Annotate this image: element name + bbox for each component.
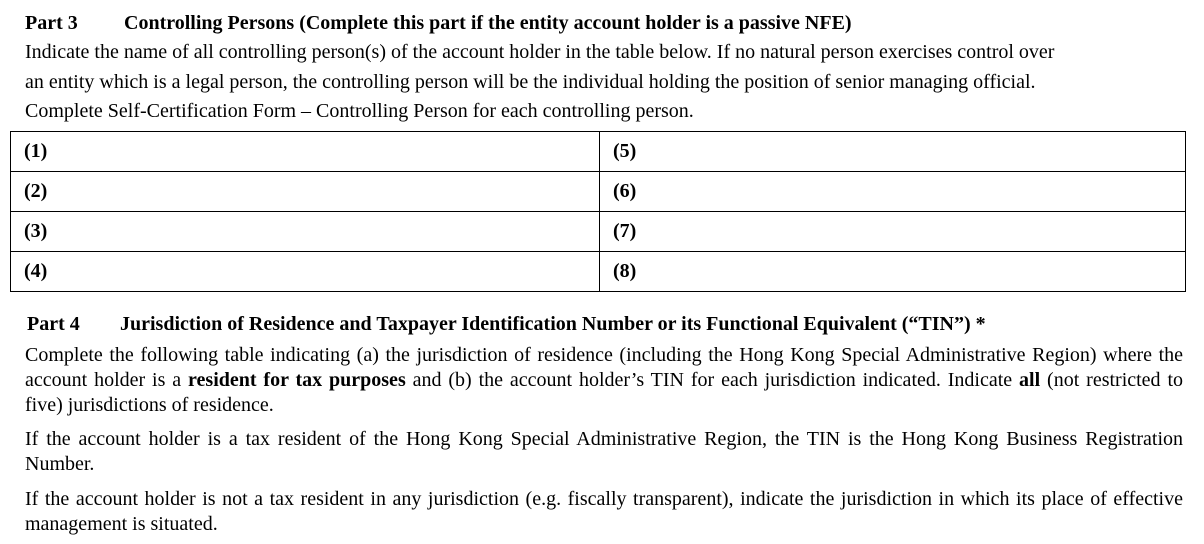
controlling-person-field-6[interactable]: (6): [600, 172, 1186, 212]
part3-title: Controlling Persons (Complete this part if the entity account holder is a passive NFE): [124, 12, 852, 34]
part4-para1-text-a: Complete the following table indicating (a) the jurisdiction of residence (including the Hong Kong Special Administrative Region) where the account holder is a: [25, 344, 1183, 391]
controlling-person-field-1[interactable]: (1): [11, 132, 600, 172]
part4-number: Part 4: [27, 313, 80, 335]
table-row: [11, 132, 1186, 172]
part4-heading: [27, 313, 986, 335]
part3-number: Part 3: [25, 12, 78, 34]
part4-para1-text-c: (not restricted to five) jurisdictions of residence.: [25, 369, 1183, 416]
part4-title: Jurisdiction of Residence and Taxpayer Identification Number or its Functional Equivalent (“TIN”) *: [120, 313, 986, 335]
controlling-person-field-4[interactable]: (4): [11, 252, 600, 292]
part4-paragraph-2: If the account holder is a tax resident of the Hong Kong Special Administrative Region, the TIN is the Hong Kong Business Registration Number.: [25, 428, 1183, 475]
part4-paragraph-3: If the account holder is not a tax resident in any jurisdiction (e.g. fiscally transparent), indicate the jurisdiction in which its place of effective management is situated.: [25, 488, 1183, 535]
controlling-person-field-7[interactable]: (7): [600, 212, 1186, 252]
table-row: [11, 252, 1186, 292]
part4-para1-text-b: and (b) the account holder’s TIN for each jurisdiction indicated. Indicate: [405, 369, 1020, 391]
part3-heading: [25, 12, 852, 34]
part4-para1-bold-resident: resident for tax purposes: [188, 369, 406, 391]
part4-paragraph-1: [25, 343, 1183, 418]
controlling-person-field-5[interactable]: (5): [600, 132, 1186, 172]
part3-line-2: an entity which is a legal person, the controlling person will be the individual holding the position of senior managing official.: [25, 70, 1036, 93]
part3-line-3: Complete Self-Certification Form – Controlling Person for each controlling person.: [25, 100, 694, 122]
controlling-person-field-8[interactable]: (8): [600, 252, 1186, 292]
part3-line-1: Indicate the name of all controlling person(s) of the account holder in the table below. If no natural person exercises control over: [25, 41, 1055, 63]
controlling-person-field-2[interactable]: (2): [11, 172, 600, 212]
table-row: [11, 172, 1186, 212]
table-row: [11, 212, 1186, 252]
controlling-persons-table: [10, 131, 1186, 292]
part4-para1-bold-all: all: [1019, 369, 1041, 391]
part3-instructions: [25, 38, 1185, 127]
controlling-person-field-3[interactable]: (3): [11, 212, 600, 252]
